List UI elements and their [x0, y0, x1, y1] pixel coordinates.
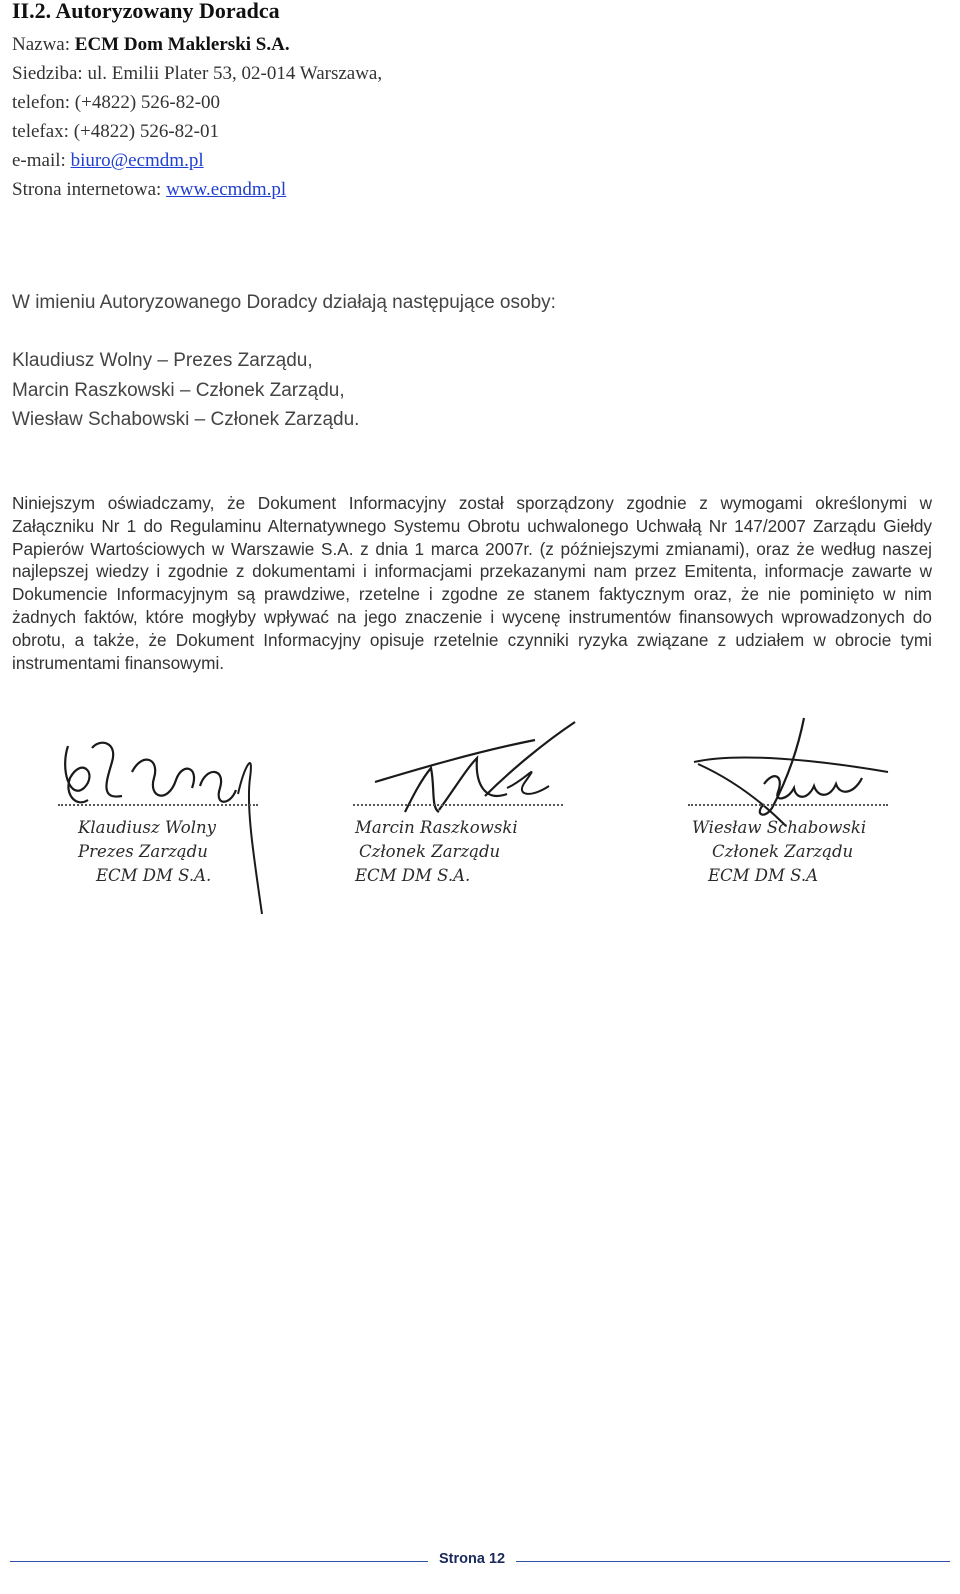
signature-role-3: Członek Zarządu [712, 842, 854, 861]
signature-stamp-3 [692, 816, 866, 888]
signature-company-3: ECM DM S.A [708, 866, 819, 885]
persons-list [12, 346, 359, 435]
signature-name-1: Klaudiusz Wolny [78, 818, 216, 837]
intro-text: W imieniu Autoryzowanego Doradcy działają następujące osoby: [12, 292, 556, 313]
signature-company-2: ECM DM S.A. [355, 866, 471, 885]
email-line [12, 146, 382, 175]
signature-name-3: Wiesław Schabowski [692, 818, 867, 837]
page-number: Strona 12 [439, 1551, 506, 1567]
company-name-line [12, 30, 382, 59]
signature-block-2 [335, 708, 615, 918]
website-line [12, 175, 382, 204]
signature-role-2: Członek Zarządu [359, 842, 501, 861]
email-label: e-mail: [12, 150, 66, 171]
signature-dotted-line-3 [688, 804, 888, 806]
footer-rule-left [10, 1561, 428, 1562]
person-item: Marcin Raszkowski – Członek Zarządu, [12, 379, 345, 401]
address-line: Siedziba: ul. Emilii Plater 53, 02-014 Warszawa, [12, 63, 383, 84]
person-item: Klaudiusz Wolny – Prezes Zarządu, [12, 350, 313, 371]
signatures-area [0, 708, 960, 918]
signature-dotted-line-1 [58, 804, 258, 806]
fax-line: telefax: (+4822) 526-82-01 [12, 121, 219, 142]
signature-role-1: Prezes Zarządu [78, 842, 208, 861]
signature-block-1 [40, 708, 320, 918]
contact-block [12, 30, 382, 204]
company-name-label: Nazwa: [12, 34, 71, 55]
statement-paragraph: Niniejszym oświadczamy, że Dokument Informacyjny został sporządzony zgodnie z wymogami określonymi w Załączniku Nr 1 do Regulaminu Alternatywnego Systemu Obrotu uchwalonego Uchwałą Nr 147/2007 Zarządu Giełdy Papierów Wartościowych w Warszawie S.A. z dnia 1 marca 2007r. (z późniejszymi zmianami), oraz że według naszej najlepszej wiedzy i zgodnie z dokumentami i informacjami przekazanymi nam przez Emitenta, informacje zawarte w Dokumencie Informacyjnym są prawdziwe, rzetelne i zgodne ze stanem faktycznym oraz, że nie pominięto w nim żadnych faktów, które mogłyby wpływać na jego znaczenie i wycenę instrumentów finansowych wprowadzonych do obrotu, a także, że Dokument Informacyjny opisuje rzetelnie czynniki ryzyka związane z udziałem w obrocie tymi instrumentami finansowymi. [12, 493, 932, 673]
person-item: Wiesław Schabowski – Członek Zarządu. [12, 409, 360, 430]
footer-rule-right [516, 1561, 950, 1562]
company-name-value: ECM Dom Maklerski S.A. [74, 34, 290, 55]
signature-stamp-1 [78, 816, 216, 888]
email-link[interactable]: biuro@ecmdm.pl [70, 150, 204, 171]
signature-block-3 [668, 708, 948, 918]
signature-company-1: ECM DM S.A. [96, 866, 212, 885]
signature-name-2: Marcin Raszkowski [355, 818, 518, 837]
website-link[interactable]: www.ecmdm.pl [166, 179, 287, 200]
phone-line: telefon: (+4822) 526-82-00 [12, 92, 221, 113]
website-label: Strona internetowa: [12, 179, 162, 200]
section-title: II.2. Autoryzowany Doradca [12, 0, 280, 23]
signature-dotted-line-2 [353, 804, 563, 806]
signature-stamp-2 [355, 816, 518, 888]
